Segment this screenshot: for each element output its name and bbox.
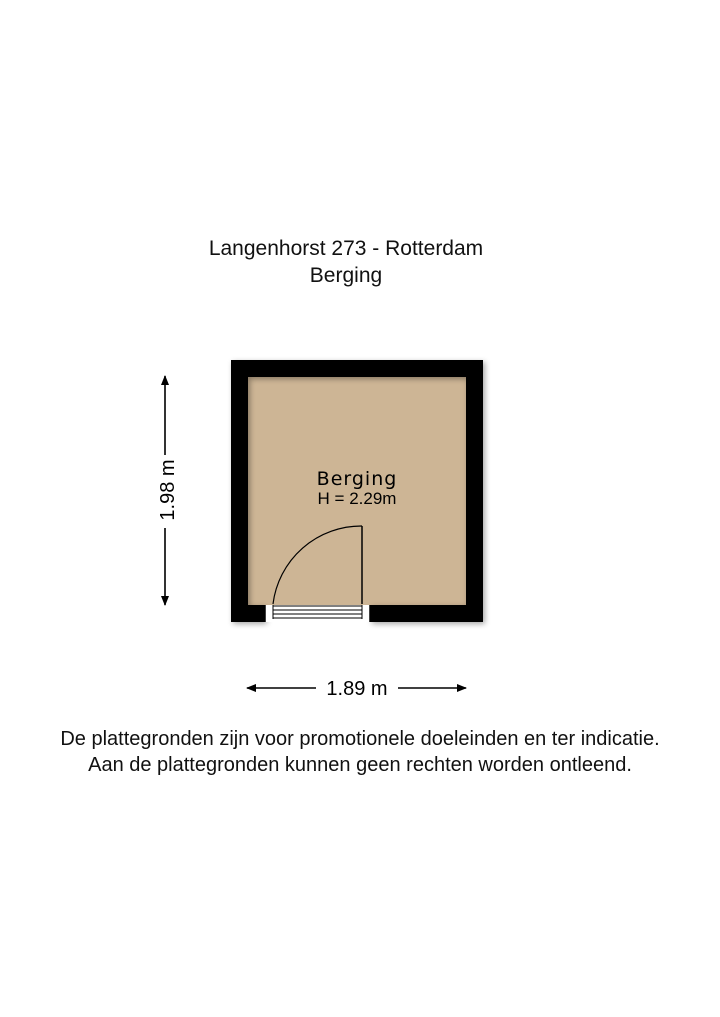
disclaimer-line-2: Aan de plattegronden kunnen geen rechten worden ontleend. (88, 754, 632, 776)
room-name-label: Berging (316, 468, 398, 490)
wall-bottom-right (370, 605, 483, 622)
width-dimension (247, 678, 466, 700)
door-threshold (265, 605, 370, 622)
depth-dimension (157, 376, 179, 605)
wall-top (231, 360, 483, 377)
wall-bottom-left (231, 605, 265, 622)
address-title: Langenhorst 273 - Rotterdam (208, 237, 484, 260)
disclaimer (0, 726, 720, 778)
depth-label: 1.98 m (157, 459, 179, 521)
width-label: 1.89 m (326, 678, 388, 700)
floor-name: Berging (309, 264, 383, 287)
wall-left (231, 360, 248, 622)
wall-right (466, 360, 483, 622)
disclaimer-line-1: De plattegronden zijn voor promotionele doeleinden en ter indicatie. (60, 728, 660, 750)
room-height-label: H = 2.29m (317, 489, 397, 508)
